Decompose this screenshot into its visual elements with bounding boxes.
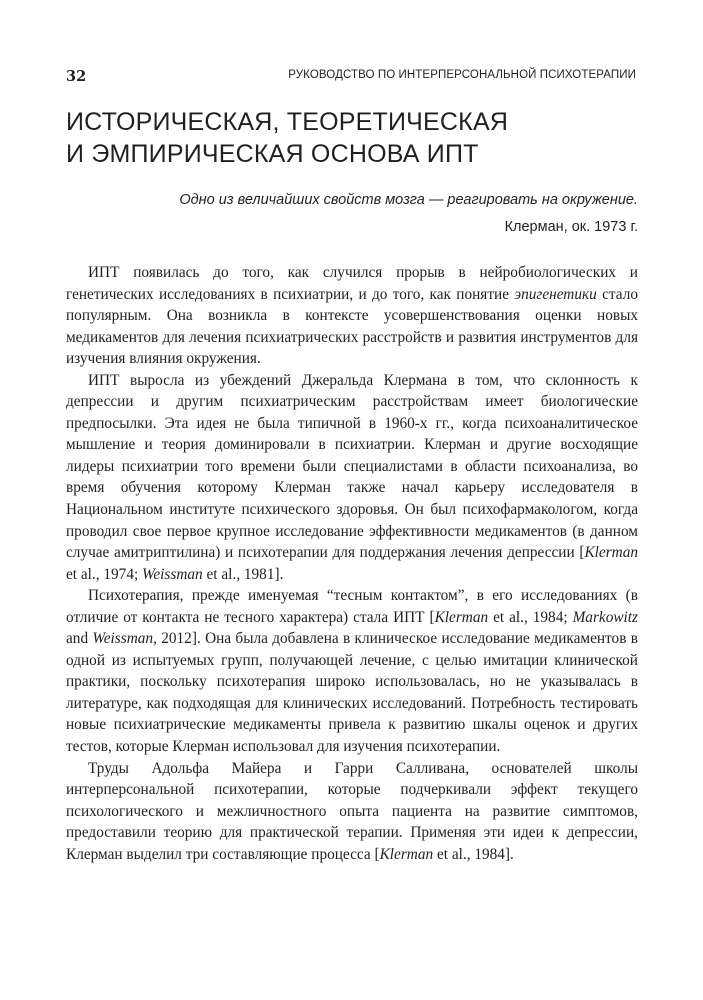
italic-run: Weissman (92, 630, 154, 648)
text-run: ИПТ появилась до того, как случился прорыв в нейробиологических и генетических исследованиях в психиатрии, и до того, как понятие (66, 264, 638, 303)
text-run: , 2012]. Она была добавлена в клиническое исследование медикаментов в одной из испытуемых групп, получающей лечение, с целью имитации клинической практики, поскольку психотерапия широко использовалась, но не указывалась в литературе, как подходящая для клинических исследований. Потребность тестировать новые психиатрические медикаменты привела к развитию шкалы оценок и других тестов, которые Клерман использовал для изучения психотерапии. (66, 630, 638, 756)
text-run: Труды Адольфа Майера и Гарри Салливана, основателей школы интерперсональной психотерапии, которые подчеркивали эффект текущего психологического и межличностного опыта пациента на развитие симптомов, предоставили теорию для практической терапии. Применяя эти идеи к депрессии, Клерман выделил три составляющие процесса [ (66, 759, 638, 863)
chapter-title-line-1: ИСТОРИЧЕСКАЯ, ТЕОРЕТИЧЕСКАЯ (66, 108, 509, 136)
page-header (66, 68, 636, 90)
chapter-title-line-2: И ЭМПИРИЧЕСКАЯ ОСНОВА ИПТ (66, 140, 479, 168)
text-run: стало популярным. Она возникла в контексте усовершенствования оценки новых медикаментов для лечения психиатрических расстройств и развития инструментов для изучения влияния окружения. (66, 285, 638, 368)
italic-run: Weissman (142, 565, 203, 583)
epigraph-author: Клерман, ок. 1973 г. (504, 219, 638, 235)
body-paragraph (66, 262, 638, 370)
italic-run: эпигенетики (514, 285, 597, 303)
text-run: et al., 1984; (488, 608, 573, 626)
text-run: et al., 1974; (66, 565, 143, 583)
running-title: РУКОВОДСТВО ПО ИНТЕРПЕРСОНАЛЬНОЙ ПСИХОТЕРАПИИ (288, 69, 636, 81)
epigraph-quote: Одно из величайших свойств мозга — реагировать на окружение. (179, 192, 638, 208)
text-run: Психотерапия, прежде именуемая “тесным контактом”, в его исследованиях (в отличие от контакта не тесного характера) стала ИПТ [ (66, 587, 638, 626)
body-paragraph (66, 585, 638, 757)
chapter-title (66, 106, 636, 170)
body-paragraph (66, 370, 638, 585)
body-text (66, 262, 638, 865)
text-run: ИПТ выросла из убеждений Джеральда Клермана в том, что склонность к депрессии и другим психиатрическим расстройствам имеет биологические предпосылки. Эта идея не была типичной в 1960-х гг., когда психоаналитическое мышление и теория доминировали в психиатрии. Клерман и другие восходящие лидеры психиатрии того времени были специалистами в области психоанализа, во время обучения которому Клерман также начал карьеру исследователя в Национальном институте психического здоровья. Он был психофармакологом, когда проводил свое первое крупное исследование эффективности медикаментов (в данном случае амитриптилина) и психотерапии для поддержания лечения депрессии [ (66, 371, 638, 562)
text-run: et al., 1981]. (202, 565, 284, 583)
italic-run: Klerman (379, 845, 434, 863)
italic-run: Klerman (434, 608, 489, 626)
page-number: 32 (66, 68, 87, 85)
body-paragraph (66, 758, 638, 866)
italic-run: Klerman (584, 544, 638, 562)
text-run: and (66, 630, 93, 648)
epigraph (66, 188, 638, 240)
text-run: et al., 1984]. (433, 845, 514, 863)
italic-run: Markowitz (572, 608, 638, 626)
